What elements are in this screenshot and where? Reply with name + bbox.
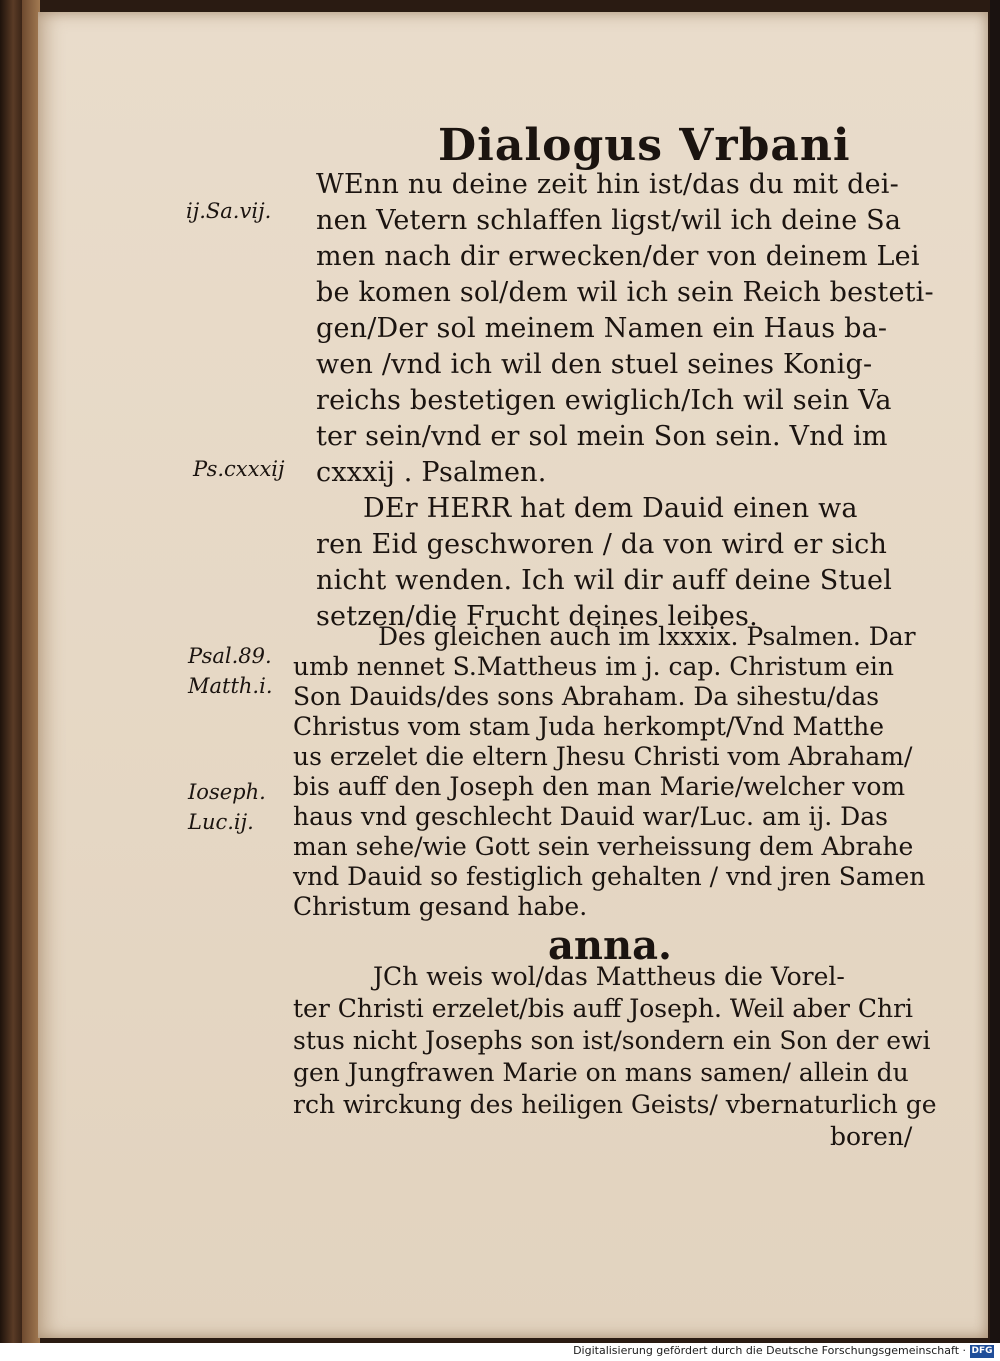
footer-bar (0, 1343, 1000, 1361)
text-line: setzen/die Frucht deines leibes. (316, 601, 758, 632)
text-line: boren/ (830, 1122, 913, 1151)
text-line: Christus vom stam Juda herkompt/Vnd Matthe (293, 712, 884, 741)
text-line: WEnn nu deine zeit hin ist/das du mit dei- (316, 169, 899, 200)
text-line: bis auff den Joseph den man Marie/welcher vom (293, 772, 906, 801)
page-right-edge (990, 0, 1000, 1343)
book-spine (0, 0, 22, 1343)
text-line: umb nennet S.Mattheus im j. cap. Christum ein (293, 652, 894, 681)
margin-note: Luc.ij. (188, 810, 254, 834)
text-line: haus vnd geschlecht Dauid war/Luc. am ij. Das (293, 802, 888, 831)
margin-note: Matth.i. (188, 674, 273, 698)
book-page (38, 12, 988, 1338)
text-line: JCh weis wol/das Mattheus die Vorel- (373, 962, 845, 991)
text-line: gen Jungfrawen Marie on mans samen/ allein du (293, 1058, 909, 1087)
funding-credit: Digitalisierung gefördert durch die Deutsche Forschungsgemeinschaft · (573, 1344, 966, 1357)
text-line: ter Christi erzelet/bis auff Joseph. Weil aber Chri (293, 994, 914, 1023)
text-line: be komen sol/dem wil ich sein Reich besteti- (316, 277, 934, 308)
text-line: DEr HERR hat dem Dauid einen wa (363, 493, 858, 524)
margin-note: Ps.cxxxij (193, 457, 285, 481)
text-line: men nach dir erwecken/der von deinem Lei (316, 241, 920, 272)
dfg-logo-icon: DFG (971, 1346, 993, 1356)
text-line: ter sein/vnd er sol mein Son sein. Vnd im (316, 421, 888, 452)
text-line: vnd Dauid so festiglich gehalten / vnd jren Samen (293, 862, 926, 891)
text-line: wen /vnd ich wil den stuel seines Konig- (316, 349, 873, 380)
text-line: cxxxij . Psalmen. (316, 457, 547, 488)
text-line: us erzelet die eltern Jhesu Christi vom Abraham/ (293, 742, 913, 771)
text-line: stus nicht Josephs son ist/sondern ein Son der ewi (293, 1026, 931, 1055)
text-line: reichs bestetigen ewiglich/Ich wil sein Va (316, 385, 892, 416)
page-header-title: Dialogus Vrbani (438, 120, 851, 171)
text-line: Son Dauids/des sons Abraham. Da sihestu/das (293, 682, 880, 711)
text-line: rch wirckung des heiligen Geists/ vbernaturlich ge (293, 1090, 937, 1119)
text-line: nicht wenden. Ich wil dir auff deine Stuel (316, 565, 893, 596)
text-line: Christum gesand habe. (293, 892, 588, 921)
margin-note: ij.Sa.vij. (186, 199, 272, 223)
text-line: nen Vetern schlaffen ligst/wil ich deine Sa (316, 205, 902, 236)
speaker-name: anna. (548, 922, 672, 969)
margin-note: Psal.89. (188, 644, 272, 668)
text-line: gen/Der sol meinem Namen ein Haus ba- (316, 313, 888, 344)
margin-note: Ioseph. (188, 780, 266, 804)
text-line: Des gleichen auch im lxxxix. Psalmen. Dar (378, 622, 916, 651)
text-line: ren Eid geschworen / da von wird er sich (316, 529, 888, 560)
text-line: man sehe/wie Gott sein verheissung dem Abrahe (293, 832, 914, 861)
